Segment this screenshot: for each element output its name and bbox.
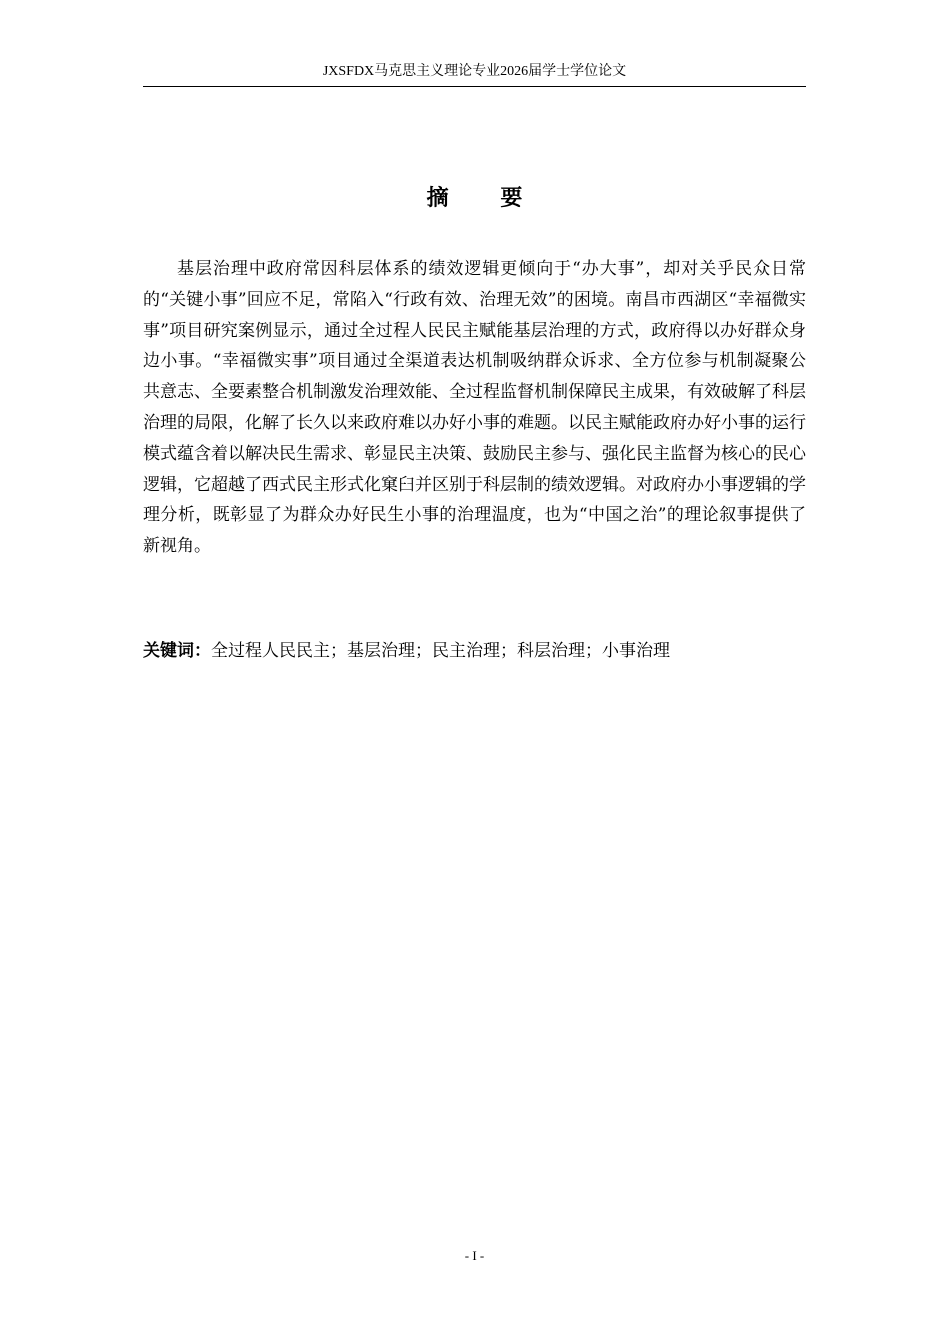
- header-rule: [143, 86, 806, 87]
- running-header: JXSFDX马克思主义理论专业2026届学士学位论文: [322, 64, 627, 79]
- page-number: - I -: [464, 1248, 485, 1263]
- keywords-label: 关键词：: [143, 641, 211, 661]
- keywords-line: [143, 637, 806, 665]
- abstract-paragraph: 基层治理中政府常因科层体系的绩效逻辑更倾向于“办大事”，却对关乎民众日常的“关键小事”回应不足，常陷入“行政有效、治理无效”的困境。南昌市西湖区“幸福微实事”项目研究案例显示，通过全过程人民民主赋能基层治理的方式，政府得以办好群众身边小事。“幸福微实事”项目通过全渠道表达机制吸纳群众诉求、全方位参与机制凝聚公共意志、全要素整合机制激发治理效能、全过程监督机制保障民主成果，有效破解了科层治理的局限，化解了长久以来政府难以办好小事的难题。以民主赋能政府办好小事的运行模式蕴含着以解决民生需求、彰显民主决策、鼓励民主参与、强化民主监督为核心的民心逻辑，它超越了西式民主形式化窠臼并区别于科层制的绩效逻辑。对政府办小事逻辑的学理分析，既彰显了为群众办好民生小事的治理温度，也为“中国之治”的理论叙事提供了新视角。: [143, 259, 806, 557]
- abstract-title: 摘 要: [426, 186, 545, 211]
- keywords-value: 全过程人民民主；基层治理；民主治理；科层治理；小事治理: [211, 641, 670, 661]
